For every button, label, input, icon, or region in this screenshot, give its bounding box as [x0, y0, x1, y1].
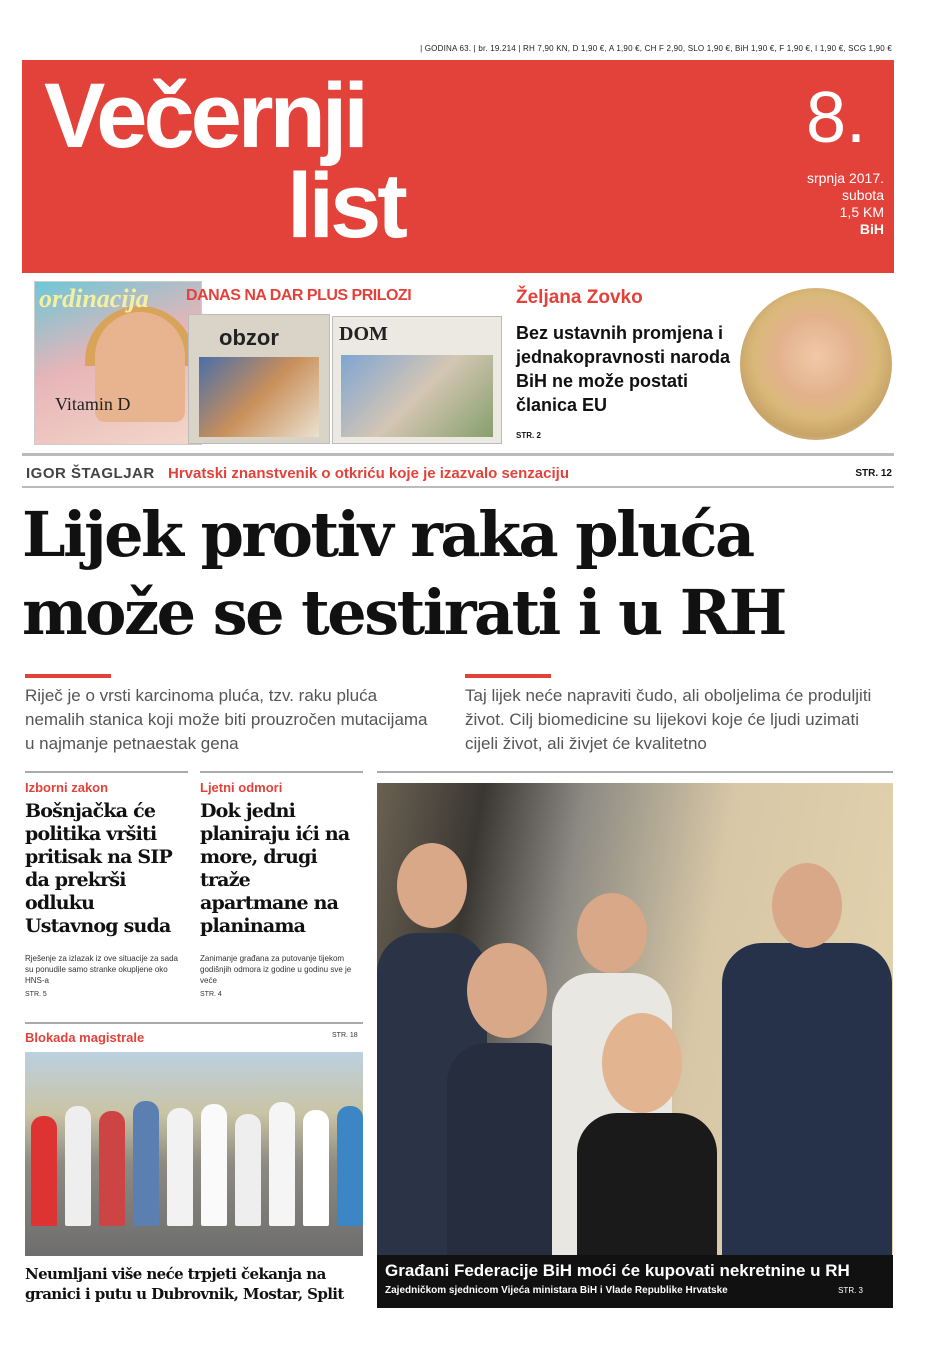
feature-person-name: Željana Zovko	[516, 287, 643, 308]
divider	[22, 486, 894, 488]
article-summary-summer-holidays: Zanimanje građana za putovanje tijekom godišnjih odmora iz godine u godinu sve je veće	[200, 954, 352, 985]
section-label-blockade: Blokada magistrale	[25, 1030, 145, 1045]
obzor-title: obzor	[219, 325, 279, 350]
main-story-page-ref: STR. 12	[855, 468, 892, 479]
dom-cover-image	[341, 355, 493, 437]
article-page-ref: STR. 4	[200, 991, 222, 998]
magazine-title: ordinacija	[39, 284, 149, 313]
kicker-text: Hrvatski znanstvenik o otkriću koje je izazvalo senzaciju	[168, 465, 569, 482]
photo-figure	[99, 1111, 125, 1226]
blockade-page-ref: STR. 18	[332, 1032, 358, 1039]
photo-figure	[337, 1106, 363, 1226]
article-title-electoral-law[interactable]: Bošnjačka će politika vršiti pritisak na SIP da prekrši odluku Ustavnog suda	[25, 800, 172, 937]
photo-story-page-ref: STR. 3	[838, 1286, 863, 1295]
logo-vecernji: Večernji	[44, 65, 365, 167]
price: 1,5 KM	[839, 204, 884, 220]
magazine-cover-line: Vitamin D	[55, 394, 131, 414]
logo-list: list	[287, 155, 404, 257]
divider	[200, 771, 363, 773]
photo-figure	[65, 1106, 91, 1226]
blockade-photo	[25, 1052, 363, 1256]
photo-figure-head	[772, 863, 842, 948]
photo-figure	[133, 1101, 159, 1226]
date-month: srpnja 2017.	[806, 170, 884, 186]
photo-story-subtitle: Zajedničkom sjednicom Vijeća ministara BiH i Vlade Republike Hrvatske	[385, 1285, 728, 1296]
headline-line-1: Lijek protiv raka pluća	[22, 498, 753, 571]
divider	[25, 771, 188, 773]
article-page-ref: STR. 5	[25, 991, 47, 998]
article-title-summer-holidays[interactable]: Dok jedni planiraju ići na more, drugi traže apartmane na planinama	[200, 800, 350, 937]
feature-page-ref: STR. 2	[516, 431, 541, 440]
feature-quote[interactable]: Bez ustavnih promjena i jednakopravnosti naroda BiH ne može postati članica EU	[516, 323, 731, 415]
divider	[25, 1022, 363, 1024]
issue-info-line: | GODINA 63. | br. 19.214 | RH 7,90 KN, D 1,90 €, A 1,90 €, CH F 2,90, SLO 1,90 €, BiH 1,90 €, F 1,90 €, I 1,90 €, SCG 1,90 €	[420, 44, 892, 53]
photo-figure-head	[397, 843, 467, 928]
lede-accent-bar	[465, 674, 551, 678]
photo-figure	[235, 1114, 261, 1226]
photo-figure	[167, 1108, 193, 1226]
photo-figure	[577, 1113, 717, 1255]
section-label-summer-holidays: Ljetni odmori	[200, 780, 283, 795]
edition-label: BiH	[859, 221, 884, 237]
photo-figure	[269, 1102, 295, 1226]
obzor-supplement-cover[interactable]	[188, 314, 330, 444]
photo-figure	[31, 1116, 57, 1226]
photo-figure	[201, 1104, 227, 1226]
obzor-cover-image	[199, 357, 319, 437]
lede-left: Riječ je o vrsti karcinoma pluća, tzv. raku pluća nemalih stanica koji može biti prouzročen mutacijama u najmanje petnaestak gena	[25, 686, 428, 753]
date-day: 8.	[805, 78, 866, 158]
main-headline[interactable]	[22, 496, 902, 652]
photo-figure-head	[602, 1013, 682, 1113]
masthead	[22, 60, 894, 273]
photo-figure-head	[467, 943, 547, 1038]
photo-figure-head	[577, 893, 647, 973]
magazine-cover[interactable]	[34, 281, 202, 445]
supplements-heading: DANAS NA DAR PLUS PRILOZI	[186, 287, 412, 304]
feature-portrait-photo	[740, 288, 892, 440]
photo-story-headline: Građani Federacije BiH moći će kupovati nekretnine u RH	[385, 1261, 850, 1280]
government-meeting-photo	[377, 783, 893, 1255]
section-label-electoral-law: Izborni zakon	[25, 780, 109, 795]
dom-title: DOM	[339, 323, 388, 345]
divider	[377, 771, 893, 773]
headline-line-2: može se testirati i u RH	[22, 576, 785, 649]
photo-figure	[303, 1110, 329, 1226]
blockade-headline[interactable]: Neumljani više neće trpjeti čekanja na granici i putu u Dubrovnik, Mostar, Split	[25, 1265, 344, 1303]
divider	[22, 453, 894, 456]
photo-figure	[722, 943, 892, 1255]
weekday: subota	[841, 187, 884, 203]
lede-right: Taj lijek neće napraviti čudo, ali oboljelima će produljiti život. Cilj biomedicine su lijekovi koje će ljudi uzimati cijeli život, ali živjet će kvalitetno	[465, 686, 872, 753]
kicker-author: IGOR ŠTAGLJAR	[26, 465, 155, 482]
lede-accent-bar	[25, 674, 111, 678]
date-info	[764, 170, 884, 238]
photo-caption-box[interactable]	[377, 1255, 893, 1308]
dom-supplement-cover[interactable]	[332, 316, 502, 444]
article-summary-electoral-law: Rješenje za izlazak iz ove situacije za sada su ponudile samo stranke okupljene oko HNS-a	[25, 954, 178, 985]
